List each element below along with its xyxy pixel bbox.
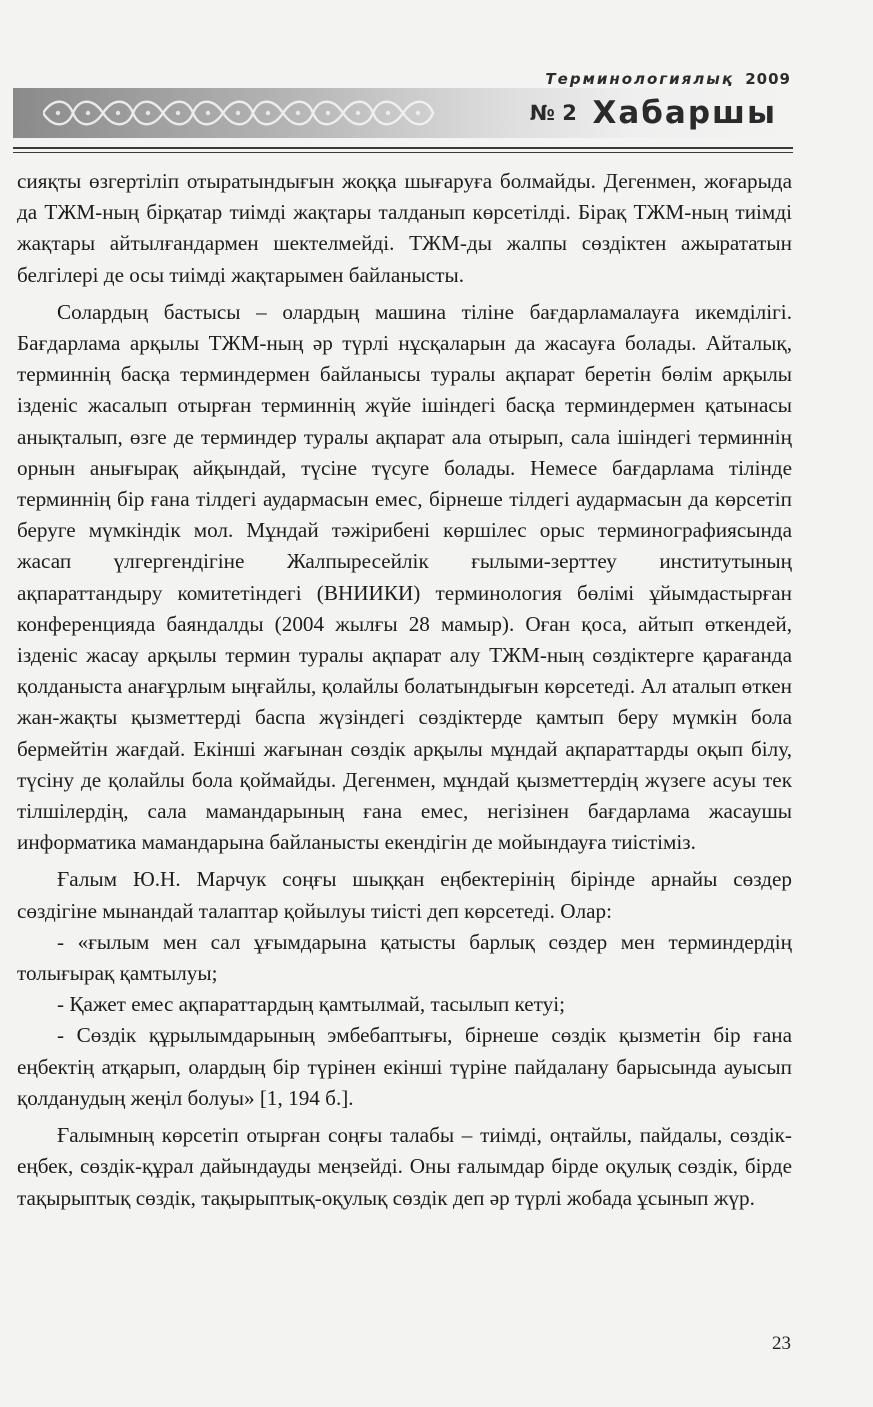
journal-bulletin-title: Хабаршы <box>592 95 777 131</box>
header-rule-thin <box>13 152 793 153</box>
article-body <box>17 166 792 1214</box>
paragraph: сияқты өзгертіліп отыратындығын жоққа шығаруға болмайды. Дегенмен, жоғарыда да ТЖМ-ның бірқатар тиімді жақтары талданып көрсетілді. Бірақ ТЖМ-ның тиімді жақтары айтылғандармен шектелмейді. ТЖМ-ды жалпы сөздіктен ажырататын белгілері де осы тиімді жақтарымен байланысты. <box>17 169 792 287</box>
list-item: - «ғылым мен сал ұғымдарына қатысты барлық сөздер мен терминдердің толығырақ қамтылуы; <box>17 929 792 986</box>
list-item: - Сөздік құрылымдарының эмбебаптығы, бірнеше сөздік қызметін бір ғана еңбектің атқарып, олардың бір түрінен екінші түріне пайдалану барысында ауысып қолданудың жеңіл болуы» [1, 194 б.]. <box>17 1023 792 1110</box>
ornament-pattern-icon <box>43 94 443 132</box>
journal-year: 2009 <box>745 70 791 88</box>
list-item: - Қажет емес ақпараттардың қамтылмай, тасылып кетуі; <box>57 992 565 1017</box>
issue-label <box>530 92 777 139</box>
paragraph: Ғалым Ю.Н. Марчук соңғы шыққан еңбектерінің бірінде арнайы сөздер сөздігіне мынандай талаптар қойылуы тиісті деп көрсетеді. Олар: <box>17 867 792 923</box>
issue-number: № 2 <box>529 101 577 125</box>
journal-title: Терминологиялық <box>545 70 735 88</box>
header-banner <box>13 88 793 138</box>
page-number: 23 <box>772 1333 791 1354</box>
header-rule <box>13 147 793 149</box>
paragraph: Ғалымның көрсетіп отырған соңғы талабы – тиімді, оңтайлы, пайдалы, сөздік-еңбек, сөздік-құрал дайындауды меңзейді. Оны ғалымдар бірде оқулық сөздік, бірде тақырыптық сөздік, тақырыптық-оқулық сөздік деп әр түрлі жобада ұсынып жүр. <box>17 1123 792 1210</box>
paragraph: Солардың бастысы – олардың машина тіліне бағдарламалауға икемділігі. Бағдарлама арқылы ТЖМ-ның әр түрлі нұсқаларын да жасауға болады. Айталық, терминнің басқа терминдермен байланысы туралы ақпарат беретін бөлім арқылы ізденіс жасалып отырған терминнің жүйе ішіндегі басқа терминдермен қатынасы анықталып, өзге де терминдер туралы ақпарат ала отырып, сала ішіндегі терминнің орнын анығырақ айқындай, түсіне түсуге болады. Немесе бағдарлама тілінде терминнің бір ғана тілдегі аудармасын емес, бірнеше тілдегі аудармасын да көрсетіп беруге мүмкіндік мол. Мұндай тәжірибені көршілес орыс терминографиясында жасап үлгергендігіне Жалпыресейлік ғылыми-зерттеу институтының ақпараттандыру комитетіндегі (ВНИИКИ) терминология бөлімі ұйымдастырған конференцияда баяндалды (2004 жылғы 28 мамыр). Оған қоса, айтып өткендей, ізденіс жасау арқылы термин туралы ақпарат алу ТЖМ-ның сөздіктерге қарағанда қолданыста анағұрлым ыңғайлы, қолайлы болатындығын көрсетеді. Ал аталып өткен жан-жақты қызметтерді баспа жүзіндегі сөздіктерде қамтып беру мүмкін бола бермейтін жағдай. Екінші жағынан сөздік арқылы мұндай ақпараттарды оқып білу, түсіну де қолайлы бола қоймайды. Дегенмен, мұндай қызметтердің жүзеге асуы тек тілшілердің, сала мамандарының ғана емес, негізінен бағдарлама жасаушы информатика мамандарына байланысты екендігін де мойындауға тиістіміз. <box>17 299 792 855</box>
journal-name <box>545 70 791 88</box>
